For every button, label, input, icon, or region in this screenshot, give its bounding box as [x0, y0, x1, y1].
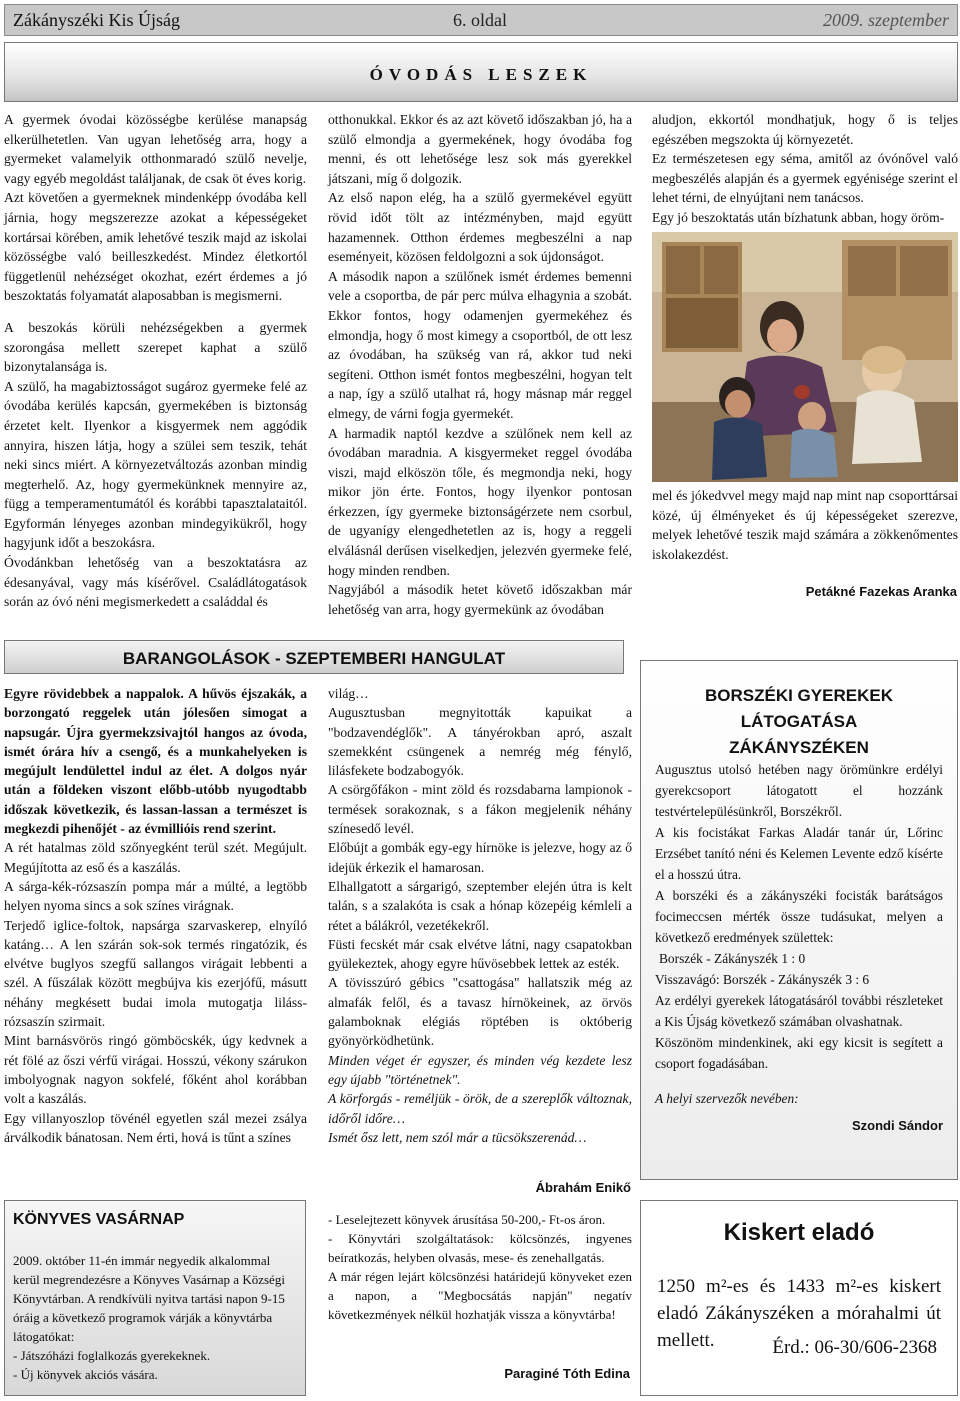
konyves-author: Paraginé Tóth Edina — [504, 1366, 630, 1381]
paragraph: Augusztusban megnyitották kapuikat a "bodzavendéglők". A tányérokban apró, aszalt szemekként csüngenek a nemrég még fénylő, lilásfekete bodzabogyók. — [328, 705, 632, 779]
italic-paragraph: A körforgás - reméljük - örök, de a szereplők változnak, időről időre… — [328, 1091, 632, 1126]
paragraph: Előbújt a gombák egy-egy hírnöke is jelezve, hogy az ő idejük érkezik el hamarosan. — [328, 840, 632, 875]
barangolas-column-1 — [4, 684, 307, 1147]
italic-paragraph: Minden véget ér egyszer, és minden vég kezdete lesz egy újabb "történetnek". — [328, 1052, 632, 1087]
list-item: - Új könyvek akciós vására. — [13, 1367, 158, 1382]
paragraph: Füsti fecskét már csak elvétve látni, nagy csapatokban gyülekeztek, ahogy egyre hűvösebbek lettek az esték. — [328, 936, 632, 972]
match-result-2: Visszavágó: Borszék - Zákányszék 3 : 6 — [655, 972, 870, 987]
borszek-author: Szondi Sándor — [852, 1118, 943, 1133]
kiskert-text: 1250 m²-es és 1433 m²-es kiskert eladó Zákányszéken a mórahalmi út mellett. — [657, 1276, 941, 1351]
paragraph: A csörgőfákon - mint zöld és rozsdabarna lampionok - termések sorakoznak, s a fákon megjelenik néhány színesedő levél. — [328, 782, 632, 837]
kindergarten-photo-illustration — [652, 232, 958, 482]
paragraph: Egy jó beszoktatás után bízhatunk abban, hogy öröm- — [652, 209, 945, 225]
kindergarten-photo — [652, 232, 958, 482]
paragraph: A sárga-kék-rózsaszín pompa már a múlté, a legtöbb helyen nyoma sincs a sok színes virágnak. — [4, 878, 307, 914]
konyves-vasarnap-box — [4, 1200, 306, 1396]
paragraph: világ… — [328, 686, 369, 701]
paragraph: Terjedő iglice-foltok, napsárga szarvaskerep, elnyíló katáng… A len szárán sok-sok termés ringatózik, és elvétve buglyos szegfű sallangos virágait lebbenti a szél. A fűszálak között megbújva kis ezerjófű, másutt néhány megkésett budai imola mutogatja liláss-rózsaszín szirmait. — [4, 917, 307, 1030]
paragraph: A gyermek óvodai közösségbe kerülése manapság elkerülhetetlen. Van ugyan lehetőség arra, hogy a gyermeket valamelyik otthonmaradó szülő nevelje, vagy egyéb megoldást találjanak, de csak öt éves korig. — [4, 112, 307, 186]
paragraph: Óvodánkban lehetőség van a beszoktatásra az édesanyával, vagy más kísérővel. Családlátogatások során az óvó néni megismerkedett a családdal és — [4, 555, 307, 610]
konyves-title: KÖNYVES VASÁRNAP — [13, 1211, 185, 1228]
paragraph: Mint barnásvörös ringó gömböcskék, úgy kedvnek a rét fölé az őszi vérfű virágai. Hosszú, vékony szárukon imbolyognak nagyon sokfelé, főként ahol korábban volt a kaszálás. — [4, 1033, 307, 1107]
section-title-bar — [4, 42, 958, 102]
paragraph: Az első napon elég, ha a szülő gyermekével együtt rövid időt tölt az intézményben, majd együtt hazamennek. Otthon érdemes megbeszélni a nap eseményeit, közösen feldolgozni a sok újdonságot. — [328, 190, 632, 265]
paragraph: mel és jókedvvel megy majd nap mint nap csoporttársai közé, új élményeket és új képességeket szerezve, melyek lehetővé teszik majd számára a zökkenőmentes iskolakezdést. — [652, 488, 958, 562]
lead-paragraph: Egyre rövidebbek a nappalok. A hűvös éjszakák, a borzongató reggelek után jólesően simogat a napsugár. Újra gyermekzsivajtól hangos az óvoda, ismét órára hív a csengő, és a munkahelyeken is megújult lendülettel indul az élet. A dolgos nyár után a földeken viszont előbb-utóbb nyugodtabb időszak következik, és lassan-lassan a természet is megkezdi pihenőjét - az évmillióis rend szerint. — [4, 686, 307, 837]
ovodas-author: Petákné Fazekas Aranka — [805, 584, 957, 599]
kiskert-phone: Érd.: 06-30/606-2368 — [772, 1337, 937, 1358]
paragraph: Augusztus utolsó hetében nagy örömünkre erdélyi gyerekcsoport látogatott el hozzánk testvértelepülésünkről, Borszékről. — [655, 762, 943, 819]
paragraph: A tövisszúró gébics "csattogása" hallatszik még az almafák felől, és a tavasz hírnökeinek, az örvös galamboknak elégiás röptében is októberig gyönyörködhetünk. — [328, 975, 632, 1049]
ovodas-column-3 — [652, 110, 958, 228]
page-header — [4, 4, 958, 36]
paragraph: Az erdélyi gyerekek látogatásáról további részleteket a Kis Újság következő számában olvashatnak. — [655, 993, 943, 1029]
ovodas-column-2 — [328, 110, 632, 619]
paragraph: A harmadik naptól kezdve a szülőnek nem kell az óvodában maradnia. A kisgyermeket reggel óvodába viszi, majd elköszön tőle, és megmondja neki, hogy mikor jön érte. Fontos, hogy ilyenkor pontosan érkezzen, így gyermeke biztonságérzete nem csorbul, de ugyanígy elengedhetetlen az is, hogy a reggeli elválásnál derűsen viselkedjen, jelezvén gyermeke felé, hogy minden rendben. — [328, 425, 632, 578]
paragraph: A borszéki és a zákányszéki focisták barátságos focimeccsen mérték össze tudásukat, melyen a következő eredmények születtek: — [655, 888, 943, 945]
page-number: 6. oldal — [453, 10, 507, 30]
newspaper-name: Zákányszéki Kis Újság — [13, 10, 180, 30]
paragraph: A kis focistákat Farkas Aladár tanár úr, Lőrinc Erzsébet tanító néni és Kelemen Levente edző kísérte el a hosszú útra. — [655, 825, 943, 882]
barangolas-author: Ábrahám Enikő — [535, 1180, 631, 1195]
paragraph: A beszokás körüli nehézségekben a gyermek szorongása mellett szerepet kaphat a szülő bizonytalansága is. — [4, 319, 307, 375]
barangolas-column-2 — [328, 684, 632, 1147]
on-behalf-line: A helyi szervezők nevében: — [655, 1091, 799, 1106]
paragraph: Köszönöm mindenkinek, aki egy kicsit is segített a csoport fogadásában. — [655, 1035, 943, 1071]
konyves-body — [13, 1251, 297, 1384]
borszek-title-line-2: ZÁKÁNYSZÉKEN — [729, 738, 869, 757]
paragraph: Azt követően a gyermeknek mindenképp óvodába kell járnia, hogy megszerezze azokat a képességeket kortársai körében, amik lehetővé teszik majd az iskolai közösségbe való beilleszkedést. Mindez életkortól függetlenül nehézséget okozhat, ezért érdemes a jó beszoktatás folyamatát alaposabban is megismerni. — [4, 190, 307, 304]
paragraph: Nagyjából a második hetet követő időszakban már lehetőség van arra, hogy gyermekünk az óvodában — [328, 582, 632, 617]
paragraph: Egy villanyoszlop tövénél egyetlen szál mezei zsálya árválkodik bánatosan. Nem érti, hová is tűnt a színes — [4, 1110, 307, 1145]
issue-date: 2009. szeptember — [823, 10, 949, 30]
paragraph: A már régen lejárt kölcsönzési határidejű könyveket ezen a napon, a "Megbocsátás napján" negatív következmények nélkül hozhatják vissza a könyvtárba! — [328, 1269, 632, 1322]
barangolas-title-bar — [4, 640, 624, 674]
ovodas-column-1 — [4, 110, 307, 612]
list-item: - Leselejtezett könyvek árusítása 50-200,- Ft-os áron. — [328, 1212, 606, 1227]
paragraph: otthonukkal. Ekkor és az azt követő időszakban jó, ha a szülő elmondja a gyermekének, hogy óvodába fog menni, és ott lehetősége lesz sok más gyerekkel játszani, míg ő dolgozik. — [328, 112, 632, 186]
borszek-box — [640, 660, 958, 1180]
paragraph: A rét hatalmas zöld szőnyegként terül szét. Megújult. Megújította az eső és a kaszálás. — [4, 840, 307, 875]
italic-paragraph: Ismét ősz lett, nem szól már a tücsökszerenád… — [328, 1129, 587, 1145]
list-item: - Könyvtári szolgáltatások: kölcsönzés, ingyenes beíratkozás, helyben olvasás, mese- és zenehallgatás. — [328, 1231, 632, 1265]
borszek-title-line-1: BORSZÉKI GYEREKEK LÁTOGATÁSA — [705, 686, 893, 731]
konyves-column-2 — [328, 1210, 632, 1324]
borszek-title — [651, 683, 947, 761]
paragraph: A második napon a szülőnek ismét érdemes bemenni vele a csoportba, de pár perc múlva elhagynia a szobát. Ekkor fontos, hogy odamenjen gyermekéhez és elmondja, hogy ő most kimegy a csoportból, de ott lesz az óvodában, ha szükség van rá, akkor tud neki segíteni. Otthon ismét fontos megbeszélni, hogyan telt a nap, így a szülő utalhat rá, hogy másnap már reggel elmegy, de várni fogja gyermekét. — [328, 268, 632, 421]
paragraph: Ez természetesen egy séma, amitől az óvónővel való megbeszélés alapján és a gyermek egyénisége szerint el lehet térni, de elnyújtani nem tanácsos. — [652, 151, 958, 206]
paragraph: Elhallgatott a sárgarigó, szeptember elején útra is kelt talán, s a szalakóta is csak a hónap közepéig kémleli a rétet a bálákról, vezetékekről. — [328, 878, 632, 933]
list-item: - Játszóházi foglalkozás gyerekeknek. — [13, 1348, 211, 1363]
paragraph: 2009. október 11-én immár negyedik alkalommal kerül megrendezésre a Könyves Vasárnap a Községi Könyvtárban. A rendkívüli nyitva tartási napon 9-15 óráig a következő programok várják a könyvtárba látogatókat: — [13, 1253, 285, 1344]
ovodas-column-3-continued — [652, 486, 958, 564]
match-result-1: Borszék - Zákányszék 1 : 0 — [659, 951, 806, 966]
borszek-body — [655, 759, 943, 1136]
kiskert-ad-box — [640, 1200, 958, 1396]
section-title: ÓVODÁS LESZEK — [369, 65, 593, 84]
barangolas-title: BARANGOLÁSOK - SZEPTEMBERI HANGULAT — [122, 649, 506, 668]
paragraph: aludjon, ekkortól mondhatjuk, hogy ő is teljes egészében megszokta új környezetét. — [652, 112, 958, 147]
kiskert-title: Kiskert eladó — [723, 1219, 875, 1246]
paragraph: A szülő, ha magabiztosságot sugároz gyermeke felé az óvodába kerülés kapcsán, gyermekében is biztonság érzetet kelt. Ilyenkor a kisgyermek nem aggódik annyira, hiszen látja, hogy a szülei sem teszik, tehát neki sincs miért. A környezetváltozás azonban mindig megterhelő. Az, hogy gyermekünknek mennyire az, függ a temperamentumától és korábbi tapasztalataitól. Egyformán lényeges azonban mindegyikükről, hogy hagyjunk időt a beszokásra. — [4, 378, 307, 551]
